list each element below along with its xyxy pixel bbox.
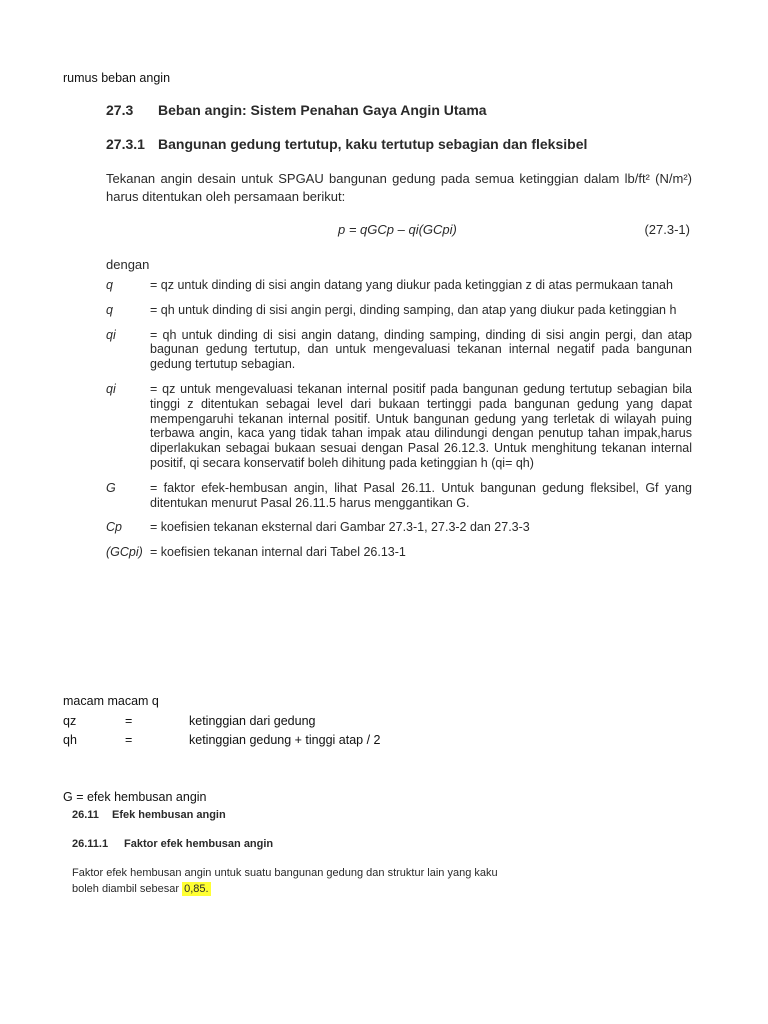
macam-eq: = [125,714,133,728]
section-number: 27.3 [106,102,134,118]
macam-value: ketinggian dari gedung [189,714,316,728]
definition-item [106,328,692,372]
factor-paragraph [72,865,542,897]
definition-symbol: (GCpi) [106,545,143,560]
subsection-heading [106,136,587,152]
section-heading [106,102,487,118]
scanned-excerpt-27-3 [106,102,692,602]
definition-text: = koefisien tekanan eksternal dari Gambar 27.3-1, 27.3-2 dan 27.3-3 [150,520,530,535]
subsection2-title: Faktor efek hembusan angin [124,838,274,850]
definition-text: = qh untuk dinding di sisi angin pergi, dinding samping, dan atap yang diukur pada ketinggian h [150,302,677,317]
definition-text: = qz untuk mengevaluasi tekanan internal positif pada bangunan gedung tertutup sebagian bila tinggi z ditentukan sebagai level dari bukaan tertinggi pada bangunan gedung yang dapat mempengaruhi tekanan internal positif. Untuk bangunan gedung yang terletak di wilayah puing terbawa angin, kaca yang tidak tahan impak atau dilindungi dengan penutup tahan impak,harus diperlakukan sebagai bukaan sesuai dengan Pasal 26.12.3. Untuk menghitung tekanan internal positif, qi secara konservatif boleh dihitung pada ketinggian h (qi= qh) [150,381,692,470]
equation-number: (27.3-1) [644,222,690,237]
equation: p = qGCp – qi(GCpi) [338,222,457,237]
scanned-excerpt-26-11 [72,809,542,899]
macam-value: ketinggian gedung + tinggi atap / 2 [189,733,381,747]
macam-key: qh [63,733,77,747]
definition-item [106,278,692,293]
dengan-label: dengan [106,257,150,272]
definition-item [106,520,692,535]
definition-symbol: q [106,278,113,292]
section2-heading [72,809,226,821]
subsection-title: Bangunan gedung tertutup, kaku tertutup sebagian dan fleksibel [158,136,588,152]
factor-line-1: Faktor efek hembusan angin untuk suatu bangunan gedung dan struktur lain yang kaku [72,867,498,879]
section2-number: 26.11 [72,809,99,821]
factor-value-highlight: 0,85. [184,883,209,895]
definition-text: = faktor efek-hembusan angin, lihat Pasal 26.11. Untuk bangunan gedung fleksibel, Gf yang ditentukan menurut Pasal 26.11.5 harus menggantikan G. [150,480,692,510]
definition-symbol: Cp [106,520,122,535]
macam-title: macam macam q [63,694,159,708]
intro-paragraph: Tekanan angin desain untuk SPGAU bangunan gedung pada semua ketinggian dalam lb/ft² (N/m²) harus ditentukan oleh persamaan berikut: [106,171,692,204]
definition-symbol: G [106,480,116,495]
subsection-number: 27.3.1 [106,136,145,152]
definition-text: = qz untuk dinding di sisi angin datang yang diukur pada ketinggian z di atas permukaan tanah [150,278,673,292]
factor-line-2 [72,881,542,897]
definition-symbol: qi [106,327,116,342]
subsection2-number: 26.11.1 [72,838,109,850]
note-title: rumus beban angin [63,71,171,85]
definition-text: = qh untuk dinding di sisi angin datang, dinding samping, dinding di sisi angin pergi, dan atap bagunan gedung tertutup, dan untuk mengevaluasi tekanan internal negatif pada bangunan gedung tertutup sebagian. [150,327,692,372]
factor-line-2-text: boleh diambil sebesar [72,883,180,895]
definition-symbol: qi [106,381,116,396]
subsection2-heading [72,838,273,850]
definition-item [106,303,692,318]
definition-item [106,481,692,511]
definition-item [106,382,692,471]
section2-title: Efek hembusan angin [112,809,226,821]
definition-text: = koefisien tekanan internal dari Tabel 26.13-1 [150,545,406,560]
definition-item [106,545,692,560]
section-title: Beban angin: Sistem Penahan Gaya Angin Utama [158,102,487,118]
macam-eq: = [125,733,133,747]
definition-symbol: q [106,302,113,317]
definitions-list [106,278,692,570]
g-note: G = efek hembusan angin [63,790,207,804]
macam-key: qz [63,714,77,728]
